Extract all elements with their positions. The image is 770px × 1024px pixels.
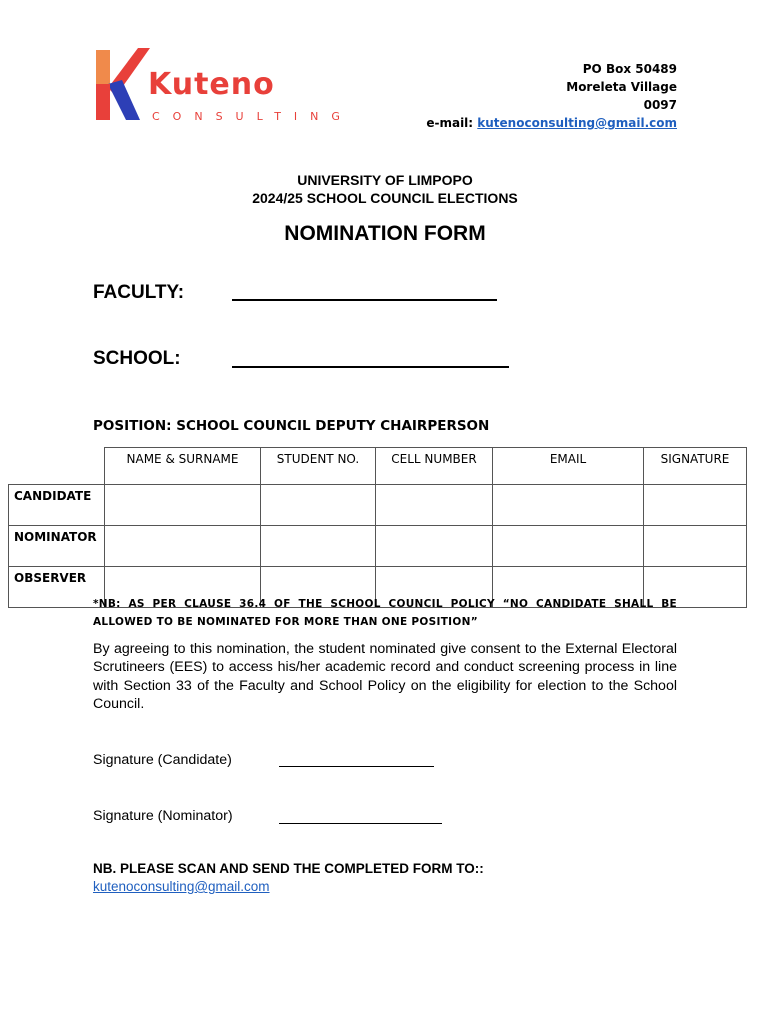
nominator-name-cell[interactable] (105, 526, 261, 567)
table-corner-cell (9, 448, 105, 485)
university-heading (0, 171, 770, 207)
nominator-signature-cell[interactable] (644, 526, 747, 567)
school-input-line[interactable] (232, 366, 509, 368)
consent-paragraph: By agreeing to this nomination, the student nominated give consent to the External Electoral Scrutineers (EES) to access his/her academic record and conduct screening process in line with Section 33 of the Faculty and School Policy on the eligibility for election to the School Council. (93, 641, 677, 713)
candidate-name-cell[interactable] (105, 485, 261, 526)
logo-wordmark: Kuteno (148, 67, 275, 102)
candidate-email-cell[interactable] (493, 485, 644, 526)
faculty-label: FACULTY: (93, 282, 185, 303)
nominator-cell-number-cell[interactable] (376, 526, 493, 567)
send-instruction: NB. PLEASE SCAN AND SEND THE COMPLETED FORM TO:: (93, 861, 484, 876)
form-title: NOMINATION FORM (284, 222, 486, 245)
logo-tagline: CONSULTING (152, 110, 353, 123)
signature-nominator-line[interactable] (279, 823, 442, 824)
column-header-cell-number: CELL NUMBER (376, 448, 493, 485)
address-block (426, 60, 677, 132)
column-header-email: EMAIL (493, 448, 644, 485)
signature-nominator-label: Signature (Nominator) (93, 808, 233, 824)
faculty-input-line[interactable] (232, 299, 497, 301)
election-name: 2024/25 SCHOOL COUNCIL ELECTIONS (252, 190, 518, 206)
address-line-postal-code: 0097 (643, 98, 677, 112)
email-label: e-mail: (426, 116, 478, 130)
nominator-email-cell[interactable] (493, 526, 644, 567)
signature-candidate-label: Signature (Candidate) (93, 752, 232, 768)
table-row-nominator (9, 526, 747, 567)
position-heading: POSITION: SCHOOL COUNCIL DEPUTY CHAIRPERSON (93, 418, 490, 434)
nb-clause-note: *NB: AS PER CLAUSE 36.4 OF THE SCHOOL COUNCIL POLICY “NO CANDIDATE SHALL BE ALLOWED TO BE NOMINATED FOR MORE THAN ONE POSITION” (93, 598, 677, 628)
kuteno-k-logo-icon (92, 44, 152, 124)
footer-email-link[interactable]: kutenoconsulting@gmail.com (93, 879, 270, 894)
address-line-po-box: PO Box 50489 (582, 62, 677, 76)
university-name: UNIVERSITY OF LIMPOPO (297, 172, 473, 188)
table-header-row (9, 448, 747, 485)
row-label-observer: OBSERVER (9, 567, 105, 608)
signature-candidate-line[interactable] (279, 766, 434, 767)
address-line-village: Moreleta Village (566, 80, 677, 94)
company-logo (92, 44, 353, 128)
column-header-signature: SIGNATURE (644, 448, 747, 485)
candidate-cell-number-cell[interactable] (376, 485, 493, 526)
nominator-student-no-cell[interactable] (261, 526, 376, 567)
nomination-table (8, 447, 747, 608)
row-label-candidate: CANDIDATE (9, 485, 105, 526)
candidate-signature-cell[interactable] (644, 485, 747, 526)
school-label: SCHOOL: (93, 348, 181, 369)
column-header-name: NAME & SURNAME (105, 448, 261, 485)
row-label-nominator: NOMINATOR (9, 526, 105, 567)
candidate-student-no-cell[interactable] (261, 485, 376, 526)
table-row-candidate (9, 485, 747, 526)
header-email-link[interactable]: kutenoconsulting@gmail.com (477, 116, 677, 130)
column-header-student-no: STUDENT NO. (261, 448, 376, 485)
address-email-line (426, 114, 677, 132)
